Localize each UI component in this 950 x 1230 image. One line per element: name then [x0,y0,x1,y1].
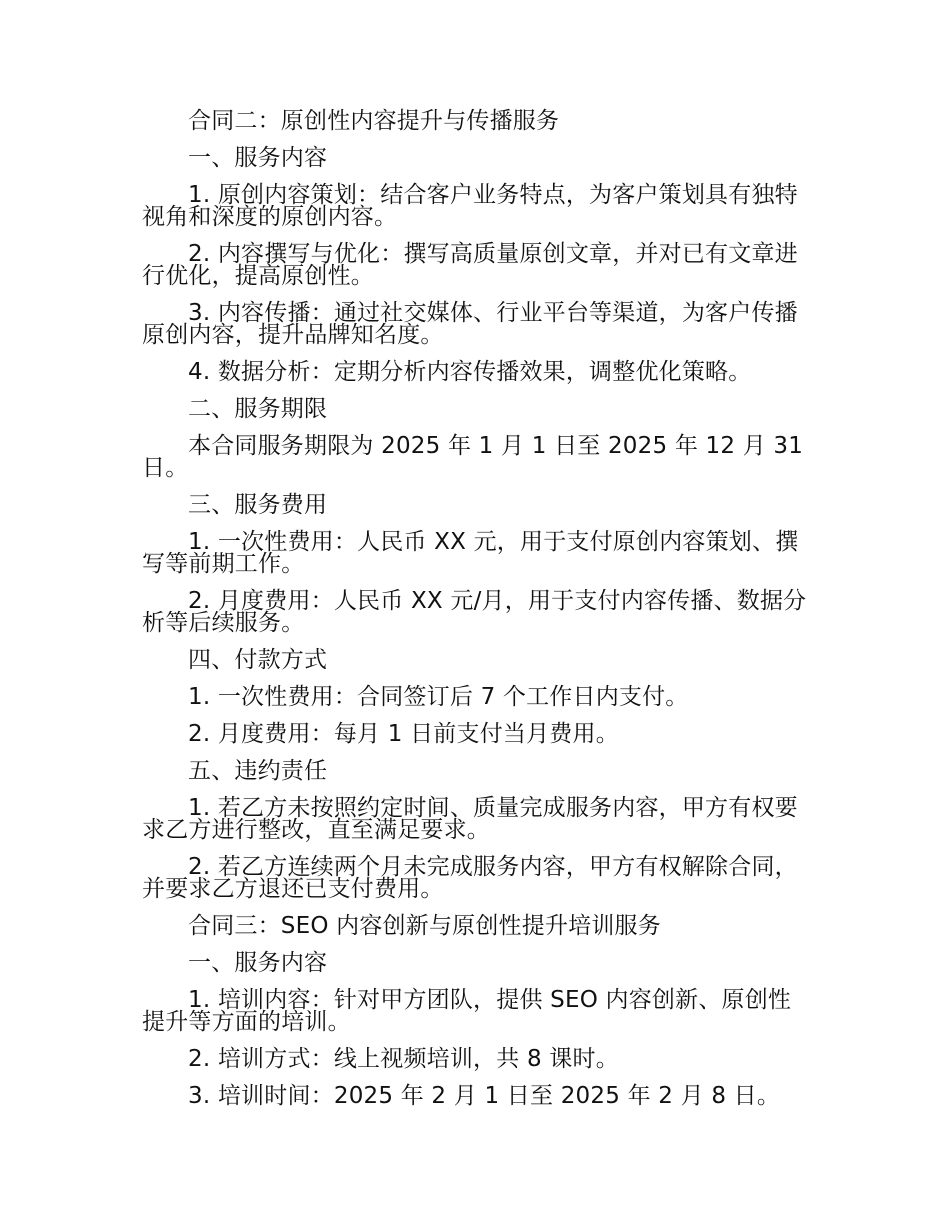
service-term-text: 本合同服务期限为 2025 年 1 月 1 日至 2025 年 12 月 31 日。 [142,433,804,481]
section-heading-liability: 五、违约责任 [188,758,328,784]
document-page [142,104,814,1116]
service-item-analysis: 4. 数据分析：定期分析内容传播效果，调整优化策略。 [188,359,752,385]
training-item-time: 3. 培训时间：2025 年 2 月 1 日至 2025 年 2 月 8 日。 [188,1083,781,1109]
training-item-content: 1. 培训内容：针对甲方团队，提供 SEO 内容创新、原创性提升等方面的培训。 [142,987,792,1035]
contract-three-title: 合同三：SEO 内容创新与原创性提升培训服务 [188,913,661,939]
section-heading-service-term: 二、服务期限 [188,396,328,422]
service-item-writing: 2. 内容撰写与优化：撰写高质量原创文章，并对已有文章进行优化，提高原创性。 [142,241,798,289]
payment-item-one-time: 1. 一次性费用：合同签订后 7 个工作日内支付。 [188,684,689,710]
training-item-method: 2. 培训方式：线上视频培训，共 8 课时。 [188,1046,619,1072]
contract-two-title: 合同二：原创性内容提升与传播服务 [188,108,560,134]
section-heading-payment: 四、付款方式 [188,647,328,673]
service-item-planning: 1. 原创内容策划：结合客户业务特点，为客户策划具有独特视角和深度的原创内容。 [142,182,798,230]
liability-item-terminate: 2. 若乙方连续两个月未完成服务内容，甲方有权解除合同，并要求乙方退还已支付费用。 [142,854,798,902]
section-heading-service-content: 一、服务内容 [188,145,328,171]
fee-item-monthly: 2. 月度费用：人民币 XX 元/月，用于支付内容传播、数据分析等后续服务。 [142,588,807,636]
section-heading-fees: 三、服务费用 [188,492,328,518]
service-item-distribution: 3. 内容传播：通过社交媒体、行业平台等渠道，为客户传播原创内容，提升品牌知名度。 [142,300,798,348]
payment-item-monthly: 2. 月度费用：每月 1 日前支付当月费用。 [188,721,619,747]
fee-item-one-time: 1. 一次性费用：人民币 XX 元，用于支付原创内容策划、撰写等前期工作。 [142,529,799,577]
liability-item-rectify: 1. 若乙方未按照约定时间、质量完成服务内容，甲方有权要求乙方进行整改，直至满足要求。 [142,795,798,843]
section-heading-training-content: 一、服务内容 [188,950,328,976]
